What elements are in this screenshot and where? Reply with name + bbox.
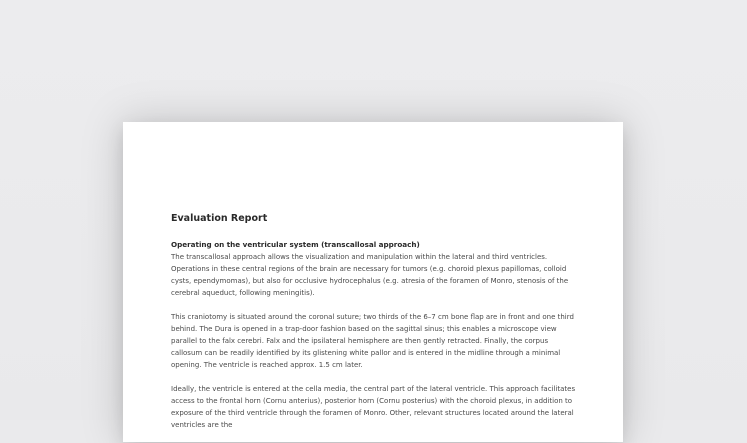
paragraph-ventricle-entry: Ideally, the ventricle is entered at the cella media, the central part of the lateral ventricle. This approach facilitates access to the frontal horn (Cornu anterius), posterior horn (Cornu posterius) with the choroid plexus, in addition to exposure of the third ventricle through the foramen of Monro. Other, relevant structures located around the lateral ventricles are the [171,385,576,429]
document-page [123,122,623,442]
paragraph-intro: The transcallosal approach allows the visualization and manipulation within the lateral and third ventricles. Operations in these central regions of the brain are necessary for tumors (e.g. choroid plexus papillomas, colloid cysts, ependymomas), but also for occlusive hydrocephalus (e.g. atresia of the foramen of Monro, stenosis of the cerebral aqueduct, following meningitis). [171,253,569,297]
section-heading: Operating on the ventricular system (transcallosal approach) [171,240,420,249]
document-content [171,213,581,443]
paragraph-craniotomy: This craniotomy is situated around the coronal suture; two thirds of the 6–7 cm bone flap are in front and one third behind. The Dura is opened in a trap-door fashion based on the sagittal sinus; this enables a microscope view parallel to the falx cerebri. Falx and the ipsilateral hemisphere are then gently retracted. Finally, the corpus callosum can be readily identified by its glistening white pallor and is entered in the midline through a minimal opening. The ventricle is reached approx. 1.5 cm later. [171,313,574,369]
report-title: Evaluation Report [171,213,268,224]
